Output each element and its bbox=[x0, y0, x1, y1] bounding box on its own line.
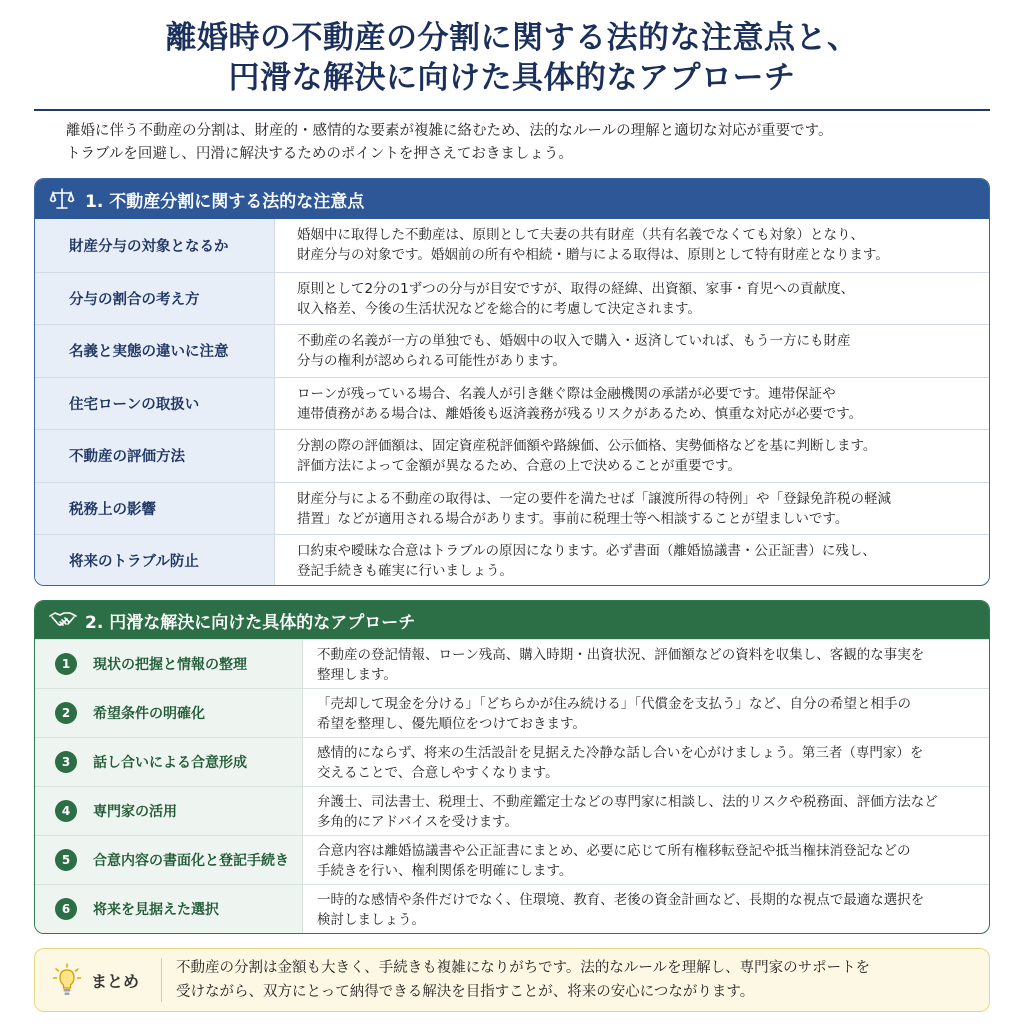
approach-step-label bbox=[35, 836, 303, 884]
approach-step-description-line1: 感情的にならず、将来の生活設計を見据えた冷静な話し合いを心がけましょう。第三者（専門家）を bbox=[317, 745, 924, 761]
summary-line2: 受けながら、双方にとって納得できる解決を目指すことが、将来の安心につながります。 bbox=[176, 984, 755, 1000]
page-title-line1: 離婚時の不動産の分割に関する法的な注意点と、 bbox=[165, 20, 859, 56]
summary-box bbox=[34, 948, 990, 1012]
approach-step-description-line2: 検討しましょう。 bbox=[317, 912, 425, 928]
approach-step-description-line1: 合意内容は離婚協議書や公正証書にまとめ、必要に応じて所有権移転登記や抵当権抹消登記などの bbox=[317, 843, 911, 859]
legal-point-description-line2: 分与の権利が認められる可能性があります。 bbox=[297, 353, 566, 369]
approach-step-description bbox=[303, 738, 989, 786]
approach-step-description-line2: 手続きを行い、権利関係を明確にします。 bbox=[317, 863, 573, 879]
legal-point-description-line1: 原則として2分の1ずつの分与が目安ですが、取得の経緯、出資額、家事・育児への貢献度、 bbox=[297, 280, 855, 297]
approach-step-label bbox=[35, 885, 303, 933]
approach-title: 2. 円滑な解決に向けた具体的なアプローチ bbox=[85, 612, 416, 633]
legal-point-description-line2: 評価方法によって金額が異なるため、合意の上で決めることが重要です。 bbox=[297, 458, 741, 474]
summary-divider bbox=[161, 958, 162, 1002]
approach-step-description bbox=[303, 787, 989, 835]
lightbulb-icon bbox=[53, 963, 81, 997]
page-header bbox=[34, 18, 990, 111]
legal-point-label: 不動産の評価方法 bbox=[35, 430, 275, 482]
approach-step-title: 希望条件の明確化 bbox=[93, 706, 205, 722]
approach-step-title: 専門家の活用 bbox=[93, 804, 177, 820]
approach-step-description bbox=[303, 836, 989, 884]
approach-step-title: 合意内容の書面化と登記手続き bbox=[93, 853, 289, 869]
legal-point-description-line1: ローンが残っている場合、名義人が引き継ぐ際は金融機関の承諾が必要です。連帯保証や bbox=[297, 385, 836, 402]
legal-points-header bbox=[35, 179, 989, 219]
intro-line1: 離婚に伴う不動産の分割は、財産的・感情的な要素が複雑に絡むため、法的なルールの理解と適切な対応が重要です。 bbox=[66, 123, 833, 139]
scale-icon bbox=[49, 186, 75, 212]
approach-step-description bbox=[303, 640, 989, 688]
legal-point-description-line2: 登記手続きも確実に行いましょう。 bbox=[297, 563, 513, 579]
legal-point-description-line2: 措置」などが適用される場合があります。事前に税理士等へ相談することが望ましいです。 bbox=[297, 510, 849, 527]
summary-text bbox=[176, 956, 989, 1004]
approach-step-description bbox=[303, 885, 989, 933]
legal-point-description bbox=[275, 219, 989, 272]
legal-point-description-line1: 口約束や曖昧な合意はトラブルの原因になります。必ず書面（離婚協議書・公正証書）に残し、 bbox=[297, 543, 876, 559]
approach-step-row bbox=[35, 835, 989, 884]
legal-point-row bbox=[35, 534, 989, 586]
approach-step-description-line2: 希望を整理し、優先順位をつけておきます。 bbox=[317, 716, 586, 732]
step-number-badge: 5 bbox=[55, 849, 77, 871]
legal-point-description-line2: 収入格差、今後の生活状況などを総合的に考慮して決定されます。 bbox=[297, 300, 701, 317]
legal-point-description bbox=[275, 535, 989, 586]
approach-section bbox=[34, 600, 990, 934]
page-title-line2: 円滑な解決に向けた具体的なアプローチ bbox=[228, 60, 796, 96]
legal-point-description bbox=[275, 430, 989, 482]
legal-point-row bbox=[35, 272, 989, 325]
legal-point-row bbox=[35, 219, 989, 272]
approach-step-description-line2: 多角的にアドバイスを受けます。 bbox=[317, 814, 519, 830]
approach-step-title: 現状の把握と情報の整理 bbox=[93, 657, 247, 673]
legal-point-description-line2: 連帯債務がある場合は、離婚後も返済義務が残るリスクがあるため、慎重な対応が必要です。 bbox=[297, 405, 863, 422]
legal-point-description bbox=[275, 325, 989, 377]
approach-step-description-line1: 一時的な感情や条件だけでなく、住環境、教育、老後の資金計画など、長期的な視点で最適な選択を bbox=[317, 892, 925, 908]
approach-step-description-line2: 交えることで、合意しやすくなります。 bbox=[317, 765, 559, 781]
legal-point-label: 住宅ローンの取扱い bbox=[35, 378, 275, 430]
legal-point-row bbox=[35, 377, 989, 430]
legal-point-label: 分与の割合の考え方 bbox=[35, 273, 275, 325]
legal-point-description-line1: 婚姻中に取得した不動産は、原則として夫妻の共有財産（共有名義でなくても対象）となり、 bbox=[297, 227, 864, 243]
legal-point-label: 将来のトラブル防止 bbox=[35, 535, 275, 586]
approach-step-title: 将来を見据えた選択 bbox=[93, 902, 219, 918]
approach-step-description-line1: 「売却して現金を分ける」「どちらかが住み続ける」「代償金を支払う」など、自分の希望と相手の bbox=[317, 696, 911, 712]
approach-step-label bbox=[35, 738, 303, 786]
step-number-badge: 1 bbox=[55, 653, 77, 675]
legal-points-section bbox=[34, 178, 990, 586]
legal-point-row bbox=[35, 324, 989, 377]
handshake-icon bbox=[49, 609, 77, 631]
approach-step-description-line1: 不動産の登記情報、ローン残高、購入時期・出資状況、評価額などの資料を収集し、客観的な事実を bbox=[317, 647, 925, 663]
legal-point-row bbox=[35, 482, 989, 535]
legal-point-description bbox=[275, 483, 989, 535]
step-number-badge: 2 bbox=[55, 702, 77, 724]
approach-step-label bbox=[35, 640, 303, 688]
approach-step-description bbox=[303, 689, 989, 737]
legal-point-label: 税務上の影響 bbox=[35, 483, 275, 535]
summary-label: まとめ bbox=[91, 971, 140, 991]
approach-step-row bbox=[35, 884, 989, 933]
approach-step-row bbox=[35, 639, 989, 688]
summary-line1: 不動産の分割は金額も大きく、手続きも複雑になりがちです。法的なルールを理解し、専門家のサポートを bbox=[176, 960, 871, 976]
intro-line2: トラブルを回避し、円滑に解決するためのポイントを押さえておきましょう。 bbox=[66, 146, 573, 162]
approach-step-row bbox=[35, 688, 989, 737]
legal-point-description-line1: 不動産の名義が一方の単独でも、婚姻中の収入で購入・返済していれば、もう一方にも財産 bbox=[297, 333, 851, 349]
legal-point-label: 財産分与の対象となるか bbox=[35, 219, 275, 272]
legal-point-row bbox=[35, 429, 989, 482]
approach-step-label bbox=[35, 787, 303, 835]
legal-point-description-line2: 財産分与の対象です。婚姻前の所有や相続・贈与による取得は、原則として特有財産となります。 bbox=[297, 247, 889, 263]
legal-point-label: 名義と実態の違いに注意 bbox=[35, 325, 275, 377]
step-number-badge: 3 bbox=[55, 751, 77, 773]
approach-step-row bbox=[35, 786, 989, 835]
legal-point-description-line1: 財産分与による不動産の取得は、一定の要件を満たせば「譲渡所得の特例」や「登録免許税の軽減 bbox=[297, 490, 891, 507]
intro-text bbox=[66, 120, 986, 166]
legal-point-description-line1: 分割の際の評価額は、固定資産税評価額や路線価、公示価格、実勢価格などを基に判断します。 bbox=[297, 438, 877, 454]
approach-step-label bbox=[35, 689, 303, 737]
approach-step-title: 話し合いによる合意形成 bbox=[93, 755, 247, 771]
legal-point-description bbox=[275, 273, 989, 325]
approach-step-description-line1: 弁護士、司法書士、税理士、不動産鑑定士などの専門家に相談し、法的リスクや税務面、評価方法など bbox=[317, 794, 938, 810]
legal-points-title: 1. 不動産分割に関する法的な注意点 bbox=[85, 191, 365, 212]
approach-header bbox=[35, 601, 989, 639]
approach-step-description-line2: 整理します。 bbox=[317, 667, 397, 683]
step-number-badge: 6 bbox=[55, 898, 77, 920]
approach-step-row bbox=[35, 737, 989, 786]
step-number-badge: 4 bbox=[55, 800, 77, 822]
legal-point-description bbox=[275, 378, 989, 430]
